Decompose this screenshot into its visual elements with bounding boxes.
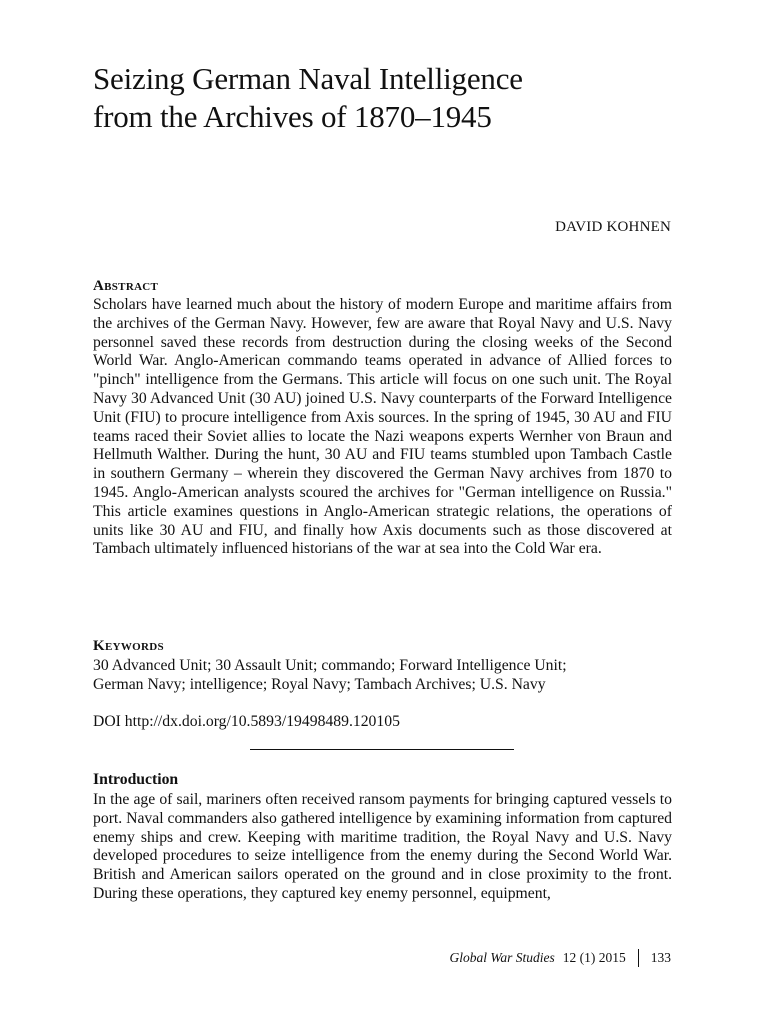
article-title-line-2: from the Archives of 1870–1945 [93, 99, 492, 134]
keywords-heading: Keywords [93, 638, 164, 654]
keywords-line-2: German Navy; intelligence; Royal Navy; Tambach Archives; U.S. Navy [93, 675, 546, 693]
article-title [93, 60, 693, 136]
page-footer [449, 949, 671, 967]
section-divider [250, 749, 514, 750]
journal-volume: 12 (1) 2015 [562, 950, 626, 965]
footer-separator [638, 949, 639, 967]
keywords-line-1: 30 Advanced Unit; 30 Assault Unit; commando; Forward Intelligence Unit; [93, 657, 567, 674]
abstract-heading: Abstract [93, 278, 159, 294]
article-title-line-1: Seizing German Naval Intelligence [93, 61, 523, 96]
abstract-text: Scholars have learned much about the history of modern Europe and maritime affairs from the archives of the German Navy. However, few are aware that Royal Navy and U.S. Navy personnel saved these records from destruction during the closing weeks of the Second World War. Anglo-American commando teams operated in advance of Allied forces to "pinch" intelligence from the Germans. This article will focus on one such unit. The Royal Navy 30 Advanced Unit (30 AU) joined U.S. Navy counterparts of the Forward Intelligence Unit (FIU) to procure intelligence from Axis sources. In the spring of 1945, 30 AU and FIU teams raced their Soviet allies to locate the Nazi weapons experts Wernher von Braun and Hellmuth Walther. During the hunt, 30 AU and FIU teams stumbled upon Tambach Castle in southern Germany – wherein they discovered the German Navy archives from 1870 to 1945. Anglo-American analysts scoured the archives for "German intelligence on Russia." This article examines questions in Anglo-American strategic relations, the operations of units like 30 AU and FIU, and finally how Axis documents such as those discovered at Tambach ultimately influenced historians of the war at sea into the Cold War era. [93, 296, 672, 558]
doi-link[interactable]: DOI http://dx.doi.org/10.5893/19498489.120105 [93, 713, 400, 730]
introduction-text: In the age of sail, mariners often received ransom payments for bringing captured vessels to port. Naval commanders also gathered intelligence by examining information from captured enemy ships and crew. Keeping with maritime tradition, the Royal Navy and U.S. Navy developed procedures to seize intelligence from the enemy during the Second World War. British and American sailors operated on the ground and in close proximity to the front. During these operations, they captured key enemy personnel, equipment, [93, 791, 672, 902]
journal-name: Global War Studies [449, 950, 555, 965]
introduction-heading: Introduction [93, 771, 179, 788]
author-name: DAVID KOHNEN [555, 219, 671, 235]
keywords-text [93, 657, 672, 695]
page-number: 133 [650, 950, 671, 965]
